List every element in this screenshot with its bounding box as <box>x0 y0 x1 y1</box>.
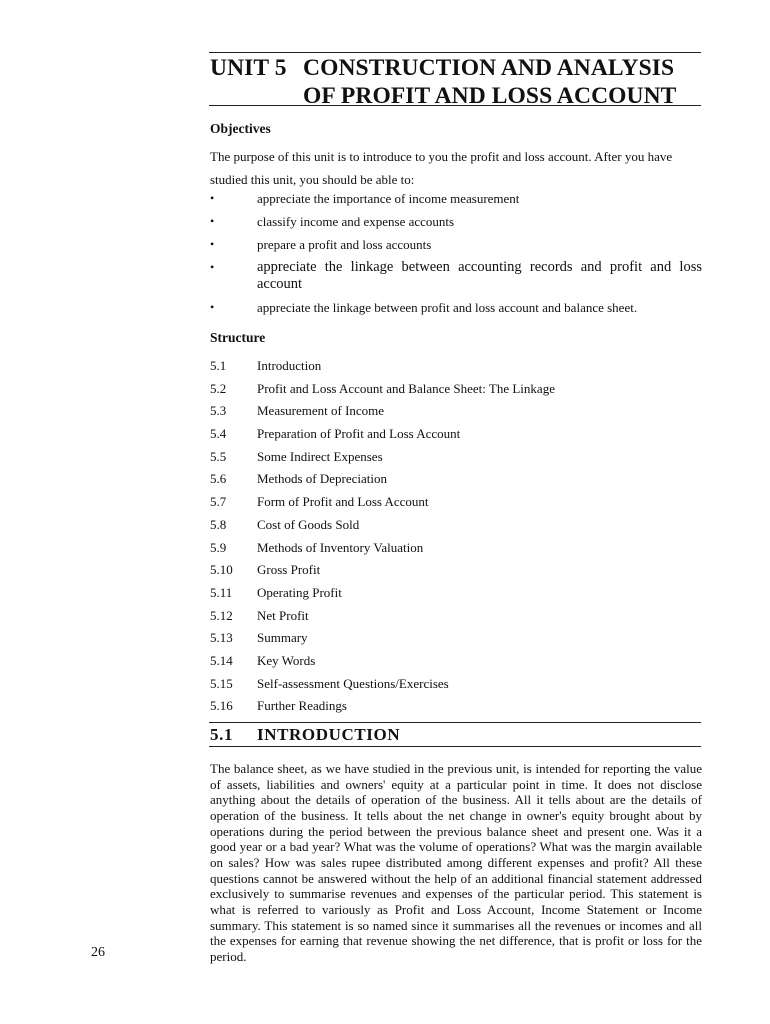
unit-title-line1: CONSTRUCTION AND ANALYSIS <box>303 55 675 81</box>
unit-number: UNIT 5 <box>210 55 287 81</box>
introduction-paragraph: The balance sheet, as we have studied in the previous unit, is intended for reporting the value of assets, liabilities and owners' equity at a particular point in time. It does not disclose anything about the details of operation of the business. All it tells about are the details of operation of the business. It tells about the net change in owner's equity brought about by operations during the period between the previous balance sheet and present one. Was it a good year or a bad year? What was the volume of operations? What was the margin available on sales? How was sales rupee distributed among different expenses and profit? All these questions cannot be answered without the help of an additional financial statement addressed exclusively to summarise revenues and expenses of the particular period. This statement is what is referred to variously as Profit and Loss Account, Income Statement or Income summary. This statement is so named since it summarises all the revenues or incomes and all the expenses for earning that revenue showing the net difference, that is profit or loss for the period. <box>210 761 702 964</box>
toc-item: 5.1 Introduction <box>210 358 322 373</box>
section-title: INTRODUCTION <box>257 725 401 744</box>
bullet-icon: • <box>210 237 215 251</box>
objective-item: • appreciate the linkage between accounting records and profit and loss account <box>210 259 702 292</box>
toc-item: 5.6 Methods of Depreciation <box>210 471 387 487</box>
objectives-intro: The purpose of this unit is to introduce to you the profit and loss account. After you have studied this unit, you should be able to: <box>210 149 673 187</box>
top-rule <box>209 52 701 53</box>
toc-item: 5.16 Further Readings <box>210 698 347 714</box>
title-underline-rule <box>209 105 701 106</box>
toc-item: 5.7 Form of Profit and Loss Account <box>210 494 429 510</box>
toc-item: 5.4 Preparation of Profit and Loss Account <box>210 426 461 442</box>
objective-item: • appreciate the importance of income measurement <box>210 191 520 206</box>
section-heading <box>210 725 400 745</box>
bullet-icon: • <box>210 191 215 205</box>
structure-list <box>210 355 702 718</box>
objective-item: • prepare a profit and loss accounts <box>210 237 432 252</box>
toc-item: 5.12 Net Profit <box>210 607 309 623</box>
toc-item: 5.8 Cost of Goods Sold <box>210 516 360 532</box>
unit-title-line2: OF PROFIT AND LOSS ACCOUNT <box>303 83 677 109</box>
objective-item: • appreciate the linkage between profit and loss account and balance sheet. <box>210 300 638 315</box>
toc-item: 5.9 Methods of Inventory Valuation <box>210 539 424 555</box>
bullet-icon: • <box>210 214 215 228</box>
toc-item: 5.15 Self-assessment Questions/Exercises <box>210 675 449 691</box>
bullet-icon: • <box>210 300 215 314</box>
toc-item: 5.3 Measurement of Income <box>210 403 385 419</box>
toc-item: 5.5 Some Indirect Expenses <box>210 448 383 464</box>
toc-item: 5.14 Key Words <box>210 652 316 668</box>
structure-heading: Structure <box>210 330 266 345</box>
objective-item: • classify income and expense accounts <box>210 214 455 229</box>
page-number: 26 <box>91 945 105 960</box>
section-top-rule <box>209 722 701 723</box>
unit-title <box>210 54 702 110</box>
objectives-list <box>210 190 702 322</box>
objectives-heading: Objectives <box>210 121 271 136</box>
section-number: 5.1 <box>210 725 234 744</box>
section-bottom-rule <box>209 746 701 747</box>
toc-item: 5.10 Gross Profit <box>210 562 321 578</box>
toc-item: 5.2 Profit and Loss Account and Balance Sheet: The Linkage <box>210 380 555 396</box>
toc-item: 5.11 Operating Profit <box>210 584 342 600</box>
toc-item: 5.13 Summary <box>210 630 308 646</box>
bullet-icon: • <box>210 260 215 274</box>
